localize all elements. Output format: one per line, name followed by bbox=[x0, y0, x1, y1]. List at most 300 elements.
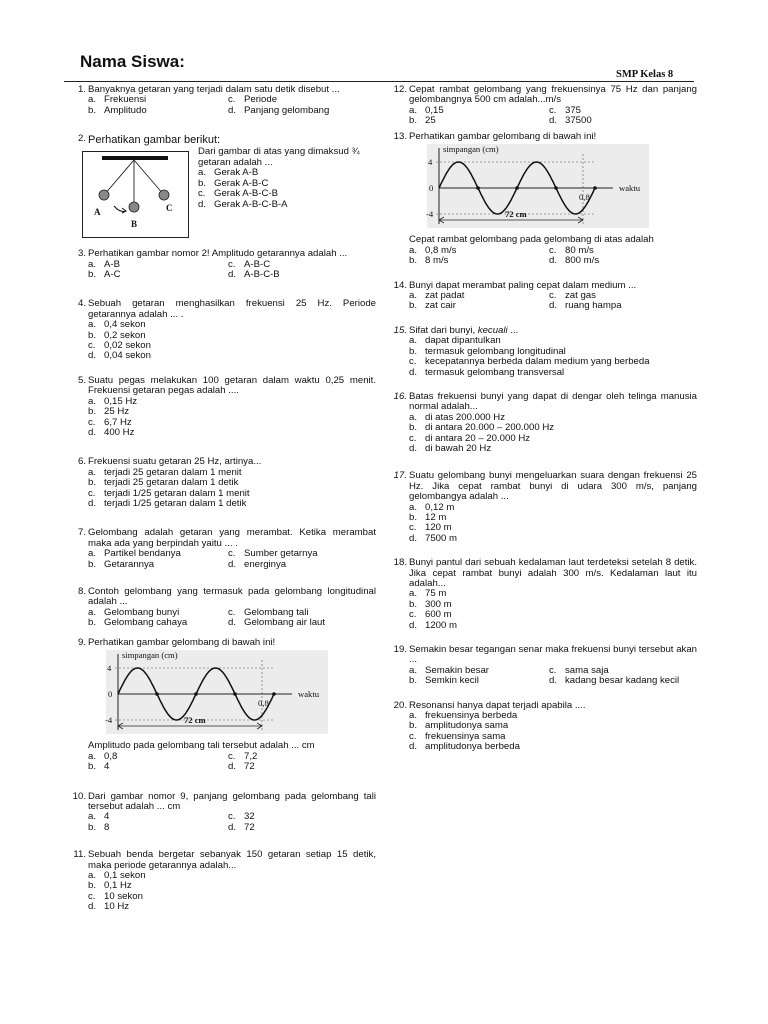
question-number: 12. bbox=[393, 84, 407, 95]
tick-label-pos: 4 bbox=[107, 663, 112, 673]
pendulum-string bbox=[104, 160, 134, 195]
node-marker bbox=[194, 692, 198, 696]
label-b: B bbox=[131, 219, 138, 230]
option-text: zat padat bbox=[425, 290, 465, 302]
answer-options bbox=[88, 397, 376, 439]
question-20 bbox=[385, 701, 697, 753]
option-text: di bawah 20 Hz bbox=[425, 442, 492, 454]
question-text: Dari gambar nomor 9, panjang gelombang pada gelombang tali tersebut adalah ... cm bbox=[88, 790, 376, 813]
option-text: 10 sekon bbox=[104, 890, 143, 902]
question-text: Frekuensi suatu getaran 25 Hz, artinya... bbox=[88, 456, 262, 468]
question-text: Suatu pegas melakukan 100 getaran dalam waktu 0,25 menit. Frekuensi getaran pegas adalah .... bbox=[88, 374, 376, 397]
option-letter: b. bbox=[88, 477, 97, 489]
option-letter: d. bbox=[409, 442, 418, 454]
wave-figure bbox=[104, 650, 330, 734]
option-letter: c. bbox=[198, 188, 206, 200]
option-text: 0,8 bbox=[104, 750, 118, 762]
length-label: 72 cm bbox=[505, 209, 527, 220]
answer-option bbox=[228, 823, 376, 833]
answer-options bbox=[409, 711, 697, 753]
answer-option bbox=[228, 270, 376, 280]
answer-option bbox=[228, 560, 376, 570]
option-text: 400 Hz bbox=[104, 426, 135, 438]
option-text: 0,1 sekon bbox=[104, 870, 146, 882]
option-letter: a. bbox=[409, 290, 418, 302]
header-divider bbox=[64, 81, 694, 82]
tick-label-neg: -4 bbox=[105, 715, 113, 725]
option-letter: d. bbox=[88, 350, 97, 362]
option-letter: d. bbox=[228, 269, 237, 281]
node-marker bbox=[155, 692, 159, 696]
option-text: energinya bbox=[244, 558, 287, 570]
option-text: di antara 20.000 – 200.000 Hz bbox=[425, 422, 555, 434]
answer-options bbox=[409, 291, 697, 312]
question-body bbox=[64, 147, 376, 243]
question-number: 15. bbox=[393, 324, 407, 336]
question-text: Gelombang adalah getaran yang merambat. Ketika merambat maka ada yang berpindah yaitu ... . bbox=[88, 527, 376, 549]
question-side bbox=[198, 147, 378, 210]
option-letter: d. bbox=[228, 104, 237, 116]
option-letter: c. bbox=[409, 356, 417, 368]
option-text: 8 bbox=[104, 821, 110, 833]
question-number: 13. bbox=[393, 130, 407, 142]
option-letter: d. bbox=[549, 675, 558, 687]
answer-options bbox=[409, 413, 697, 455]
y-axis-label: simpangan (cm) bbox=[122, 650, 178, 660]
option-text: 120 m bbox=[425, 522, 452, 534]
option-text: Semakin besar bbox=[425, 664, 489, 676]
option-letter: a. bbox=[409, 664, 418, 676]
option-letter: c. bbox=[409, 730, 417, 742]
tick-label-neg: -4 bbox=[426, 209, 434, 220]
option-text: 800 m/s bbox=[565, 255, 600, 267]
option-text: 1200 m bbox=[425, 619, 457, 631]
option-text: Sumber getarnya bbox=[244, 548, 318, 560]
question-number: 8. bbox=[77, 585, 86, 597]
question-12 bbox=[385, 85, 697, 127]
option-letter: b. bbox=[409, 255, 418, 267]
swing-arrow bbox=[114, 206, 126, 211]
answer-option bbox=[409, 116, 549, 126]
label-c: C bbox=[166, 203, 173, 214]
answer-option bbox=[198, 200, 378, 211]
option-letter: c. bbox=[228, 750, 236, 762]
option-text: zat cair bbox=[425, 300, 456, 312]
question-6 bbox=[64, 457, 376, 509]
question-number: 16. bbox=[393, 390, 407, 402]
option-text: sama saja bbox=[565, 664, 609, 676]
option-text: 0,02 sekon bbox=[104, 340, 151, 352]
answer-option bbox=[409, 444, 697, 454]
option-letter: a. bbox=[198, 167, 207, 179]
right-column bbox=[385, 85, 697, 777]
answer-option bbox=[409, 256, 549, 266]
question-10 bbox=[64, 792, 376, 834]
option-letter: a. bbox=[88, 606, 97, 618]
option-text: A-B-C bbox=[244, 258, 271, 270]
node-marker bbox=[476, 186, 480, 190]
question-text: Sebuah benda bergetar sebanyak 150 getaran setiap 15 detik, maka periode getarannya adalah... bbox=[88, 849, 376, 871]
option-letter: a. bbox=[88, 750, 97, 762]
answer-options bbox=[88, 95, 376, 116]
answer-option bbox=[88, 823, 228, 833]
node-marker bbox=[593, 186, 597, 190]
option-letter: c. bbox=[88, 340, 96, 352]
option-text: 6,7 Hz bbox=[104, 416, 132, 428]
answer-option bbox=[88, 106, 228, 116]
option-letter: b. bbox=[409, 115, 418, 127]
option-letter: d. bbox=[409, 741, 418, 753]
option-letter: b. bbox=[409, 300, 418, 312]
answer-option bbox=[549, 301, 697, 311]
option-letter: c. bbox=[88, 890, 96, 902]
option-letter: c. bbox=[549, 664, 557, 676]
option-text: Semkin kecil bbox=[425, 675, 479, 687]
option-letter: c. bbox=[409, 432, 417, 444]
question-emphasis: kecuali bbox=[477, 324, 508, 336]
option-text: kadang besar kadang kecil bbox=[565, 675, 680, 687]
option-letter: d. bbox=[228, 558, 237, 570]
option-text: 0,04 sekon bbox=[104, 350, 151, 362]
option-letter: d. bbox=[409, 619, 418, 631]
question-11 bbox=[64, 850, 376, 912]
left-column bbox=[64, 85, 376, 919]
question-number: 5. bbox=[77, 374, 86, 386]
option-text: 80 m/s bbox=[565, 244, 594, 256]
option-text: terjadi 1/25 getaran dalam 1 menit bbox=[104, 487, 250, 499]
question-text: Perhatikan gambar gelombang di bawah ini! bbox=[88, 636, 276, 648]
answer-option bbox=[228, 106, 376, 116]
option-text: Gerak A-B-C-B bbox=[214, 188, 278, 200]
answer-option bbox=[409, 301, 549, 311]
option-text: frekuensinya berbeda bbox=[425, 710, 518, 722]
question-18 bbox=[385, 558, 697, 631]
option-letter: a. bbox=[409, 710, 418, 722]
option-text: 0,12 m bbox=[425, 501, 455, 513]
option-letter: d. bbox=[549, 300, 558, 312]
question-number: 7. bbox=[77, 527, 86, 539]
answer-option bbox=[409, 534, 697, 544]
answer-option bbox=[88, 560, 228, 570]
wave-figure bbox=[425, 144, 651, 228]
option-letter: d. bbox=[549, 115, 558, 127]
answer-option bbox=[409, 742, 697, 752]
option-letter: b. bbox=[88, 880, 97, 892]
node-marker bbox=[272, 692, 276, 696]
option-text: terjadi 1/25 getaran dalam 1 detik bbox=[104, 497, 247, 509]
question-number: 6. bbox=[77, 456, 86, 468]
option-text: 75 m bbox=[425, 588, 447, 600]
answer-option bbox=[88, 902, 376, 912]
option-letter: a. bbox=[409, 501, 418, 513]
answer-option bbox=[409, 589, 697, 599]
pendulum-bob-b bbox=[129, 202, 139, 212]
option-text: Partikel bendanya bbox=[104, 548, 181, 560]
option-letter: d. bbox=[228, 617, 237, 629]
answer-options bbox=[409, 106, 697, 127]
option-text: 600 m bbox=[425, 609, 452, 621]
answer-options bbox=[88, 812, 376, 833]
question-19 bbox=[385, 645, 697, 687]
option-letter: b. bbox=[88, 104, 97, 116]
option-letter: b. bbox=[88, 269, 97, 281]
answer-options bbox=[409, 666, 697, 687]
question-5 bbox=[64, 376, 376, 438]
option-text: 32 bbox=[244, 811, 255, 823]
option-text: 0,1 Hz bbox=[104, 880, 132, 892]
option-letter: a. bbox=[88, 548, 97, 560]
option-text: 0,2 sekon bbox=[104, 329, 146, 341]
option-letter: c. bbox=[228, 258, 236, 270]
option-text: Gerak A-B-C bbox=[214, 177, 269, 189]
option-letter: a. bbox=[88, 258, 97, 270]
option-text: di atas 200.000 Hz bbox=[425, 411, 506, 423]
option-letter: b. bbox=[409, 345, 418, 357]
option-letter: b. bbox=[88, 329, 97, 341]
option-text: dapat dipantulkan bbox=[425, 335, 501, 347]
option-letter: b. bbox=[88, 761, 97, 773]
option-letter: d. bbox=[549, 255, 558, 267]
option-letter: b. bbox=[409, 675, 418, 687]
option-text: 4 bbox=[104, 811, 110, 823]
answer-option bbox=[88, 762, 228, 772]
option-text: 25 bbox=[425, 115, 436, 127]
option-text: Gelombang cahaya bbox=[104, 617, 188, 629]
question-text: Perhatikan gambar gelombang di bawah ini! bbox=[409, 130, 597, 142]
question-text: Semakin besar tegangan senar maka frekuensi bunyi tersebut akan ... bbox=[409, 644, 697, 666]
question-number: 10. bbox=[72, 790, 86, 802]
answer-option bbox=[409, 676, 549, 686]
question-number: 18. bbox=[393, 557, 407, 569]
answer-option bbox=[409, 368, 697, 378]
figure-background bbox=[427, 144, 649, 228]
answer-option bbox=[549, 676, 697, 686]
question-9 bbox=[64, 638, 376, 773]
option-letter: d. bbox=[88, 426, 97, 438]
option-letter: b. bbox=[409, 598, 418, 610]
question-13 bbox=[385, 132, 697, 267]
option-letter: b. bbox=[409, 720, 418, 732]
option-text: zat gas bbox=[565, 290, 596, 302]
option-letter: b. bbox=[88, 558, 97, 570]
option-text: 25 Hz bbox=[104, 406, 130, 418]
option-text: 8 m/s bbox=[425, 255, 449, 267]
option-letter: c. bbox=[409, 609, 417, 621]
option-text: Gelombang tali bbox=[244, 606, 309, 618]
figure-background bbox=[106, 650, 328, 734]
figure-container bbox=[82, 151, 190, 242]
answer-option bbox=[409, 503, 697, 513]
question-8 bbox=[64, 587, 376, 629]
option-letter: c. bbox=[88, 487, 96, 499]
option-letter: a. bbox=[88, 811, 97, 823]
option-text: amplitudonya berbeda bbox=[425, 741, 520, 753]
option-text: Frekuensi bbox=[104, 94, 147, 106]
answer-option bbox=[409, 621, 697, 631]
option-text: A-B-C-B bbox=[244, 269, 280, 281]
option-text: Panjang gelombang bbox=[244, 104, 330, 116]
option-text: 72 bbox=[244, 821, 255, 833]
question-number: 4. bbox=[77, 298, 86, 310]
question-number: 2. bbox=[77, 133, 86, 145]
tick-label-zero: 0 bbox=[429, 183, 434, 194]
swing-arrow-head bbox=[122, 208, 126, 213]
option-text: 300 m bbox=[425, 598, 452, 610]
answer-option bbox=[88, 618, 228, 628]
answer-options bbox=[88, 320, 376, 362]
option-letter: a. bbox=[409, 104, 418, 116]
option-letter: d. bbox=[228, 761, 237, 773]
option-text: 0,4 sekon bbox=[104, 319, 146, 331]
option-text: 7,2 bbox=[244, 750, 258, 762]
option-text: 0,15 Hz bbox=[104, 395, 138, 407]
answer-option bbox=[409, 600, 697, 610]
answer-options bbox=[88, 871, 376, 913]
option-letter: c. bbox=[549, 244, 557, 256]
question-number: 20. bbox=[393, 699, 407, 711]
answer-options bbox=[88, 260, 376, 281]
answer-options bbox=[88, 608, 376, 629]
question-text: Bunyi pantul dari sebuah kedalaman laut terdeteksi setelah 8 detik. Jika cepat rambat bunyi adalah 300 m/s. Kedalaman laut itu adalah... bbox=[409, 557, 697, 589]
question-text: Resonansi hanya dapat terjadi apabila .... bbox=[409, 699, 586, 711]
support-bar bbox=[102, 156, 168, 160]
x-mark-label: 0,8 bbox=[258, 698, 269, 708]
option-letter: a. bbox=[409, 411, 418, 423]
option-text: 10 Hz bbox=[104, 901, 130, 913]
option-text: 4 bbox=[104, 761, 110, 773]
option-letter: d. bbox=[88, 497, 97, 509]
question-text: Cepat rambat gelombang yang frekuensinya 75 Hz dan panjang gelombangnya 500 cm adalah...m/s bbox=[409, 84, 697, 106]
label-a: A bbox=[94, 207, 101, 218]
option-text: 0,8 m/s bbox=[425, 244, 457, 256]
answer-options bbox=[88, 752, 376, 773]
x-axis-label: waktu bbox=[298, 689, 320, 699]
pendulum-bob-c bbox=[159, 190, 169, 200]
option-letter: a. bbox=[409, 244, 418, 256]
answer-options bbox=[409, 246, 697, 267]
option-text: kecepatannya berbeda dalam medium yang berbeda bbox=[425, 356, 650, 368]
question-text: Batas frekuensi bunyi yang dapat di dengar oleh telinga manusia normal adalah... bbox=[409, 390, 697, 413]
x-axis-label: waktu bbox=[619, 183, 641, 194]
option-letter: c. bbox=[228, 548, 236, 560]
option-text: 0,15 bbox=[425, 104, 444, 116]
node-marker bbox=[554, 186, 558, 190]
option-letter: b. bbox=[88, 406, 97, 418]
pendulum-string bbox=[134, 160, 164, 195]
option-text: Getarannya bbox=[104, 558, 155, 570]
answer-option bbox=[549, 116, 697, 126]
option-text: ruang hampa bbox=[565, 300, 622, 312]
option-text: 375 bbox=[565, 104, 582, 116]
option-text: amplitudonya sama bbox=[425, 720, 509, 732]
question-2 bbox=[64, 134, 376, 243]
answer-options bbox=[409, 589, 697, 631]
option-text: termasuk gelombang longitudinal bbox=[425, 345, 566, 357]
option-letter: a. bbox=[88, 94, 97, 106]
option-text: Gelombang bunyi bbox=[104, 606, 180, 618]
question-16 bbox=[385, 392, 697, 454]
option-letter: d. bbox=[409, 532, 418, 544]
option-letter: c. bbox=[549, 290, 557, 302]
tick-label-zero: 0 bbox=[108, 689, 113, 699]
option-letter: b. bbox=[409, 422, 418, 434]
option-text: frekuensinya sama bbox=[425, 730, 506, 742]
pendulum-figure bbox=[82, 151, 190, 239]
question-7 bbox=[64, 528, 376, 570]
option-letter: c. bbox=[228, 94, 236, 106]
option-letter: d. bbox=[409, 366, 418, 378]
option-text: di antara 20 – 20.000 Hz bbox=[425, 432, 531, 444]
question-number: 11. bbox=[73, 849, 86, 861]
option-letter: d. bbox=[228, 821, 237, 833]
answer-option bbox=[409, 513, 697, 523]
question-3 bbox=[64, 249, 376, 280]
option-letter: c. bbox=[228, 811, 236, 823]
option-letter: a. bbox=[88, 870, 97, 882]
y-axis-label: simpangan (cm) bbox=[443, 144, 499, 155]
answer-options bbox=[409, 503, 697, 545]
answer-option bbox=[88, 499, 376, 509]
option-letter: a. bbox=[409, 588, 418, 600]
answer-option bbox=[228, 618, 376, 628]
option-text: terjadi 25 getaran dalam 1 menit bbox=[104, 466, 242, 478]
option-text: Gelombang air laut bbox=[244, 617, 326, 629]
answer-option bbox=[88, 892, 376, 902]
question-15 bbox=[385, 326, 697, 378]
option-text: 7500 m bbox=[425, 532, 457, 544]
question-17 bbox=[385, 471, 697, 544]
question-text: Contoh gelombang yang termasuk pada gelombang longitudinal adalah ... bbox=[88, 585, 376, 608]
question-number: 3. bbox=[77, 248, 86, 260]
question-followup: Cepat rambat gelombang pada gelombang di atas adalah bbox=[409, 234, 654, 246]
answer-option bbox=[88, 270, 228, 280]
answer-options bbox=[88, 468, 376, 510]
pendulum-bob-a bbox=[99, 190, 109, 200]
option-text: A-C bbox=[104, 269, 121, 281]
option-text: Gerak A-B-C-B-A bbox=[214, 198, 288, 210]
question-text: Bunyi dapat merambat paling cepat dalam medium ... bbox=[409, 279, 637, 291]
option-letter: a. bbox=[88, 466, 97, 478]
option-letter: b. bbox=[198, 177, 207, 189]
option-letter: a. bbox=[88, 319, 97, 331]
option-text: A-B bbox=[104, 258, 120, 270]
option-text: terjadi 25 getaran dalam 1 detik bbox=[104, 477, 239, 489]
option-text: termasuk gelombang transversal bbox=[425, 366, 565, 378]
answer-option bbox=[88, 351, 376, 361]
option-letter: a. bbox=[409, 335, 418, 347]
option-letter: a. bbox=[88, 395, 97, 407]
question-text: Sifat dari bunyi, kecuali ... bbox=[409, 324, 519, 336]
answer-options bbox=[409, 336, 697, 378]
x-mark-label: 0,8 bbox=[579, 192, 590, 203]
student-name-label: Nama Siswa: bbox=[80, 52, 185, 71]
question-number: 14. bbox=[393, 279, 407, 291]
option-text: Gerak A-B bbox=[214, 167, 259, 179]
option-letter: b. bbox=[88, 617, 97, 629]
question-1 bbox=[64, 85, 376, 116]
answer-option bbox=[88, 428, 376, 438]
node-marker bbox=[515, 186, 519, 190]
question-number: 17. bbox=[393, 470, 407, 482]
question-number: 1. bbox=[77, 84, 86, 95]
option-text: Amplitudo bbox=[104, 104, 147, 116]
option-text: 12 m bbox=[425, 511, 447, 523]
answer-option bbox=[88, 397, 376, 407]
figure-container bbox=[425, 144, 697, 231]
question-number: 9. bbox=[77, 636, 86, 648]
figure-container bbox=[104, 650, 376, 737]
question-text: Suatu gelombang bunyi mengeluarkan suara dengan frekuensi 25 Hz. Jika cepat rambat bunyi di udara 300 m/s, panjang gelombangya adalah ... bbox=[409, 470, 697, 503]
